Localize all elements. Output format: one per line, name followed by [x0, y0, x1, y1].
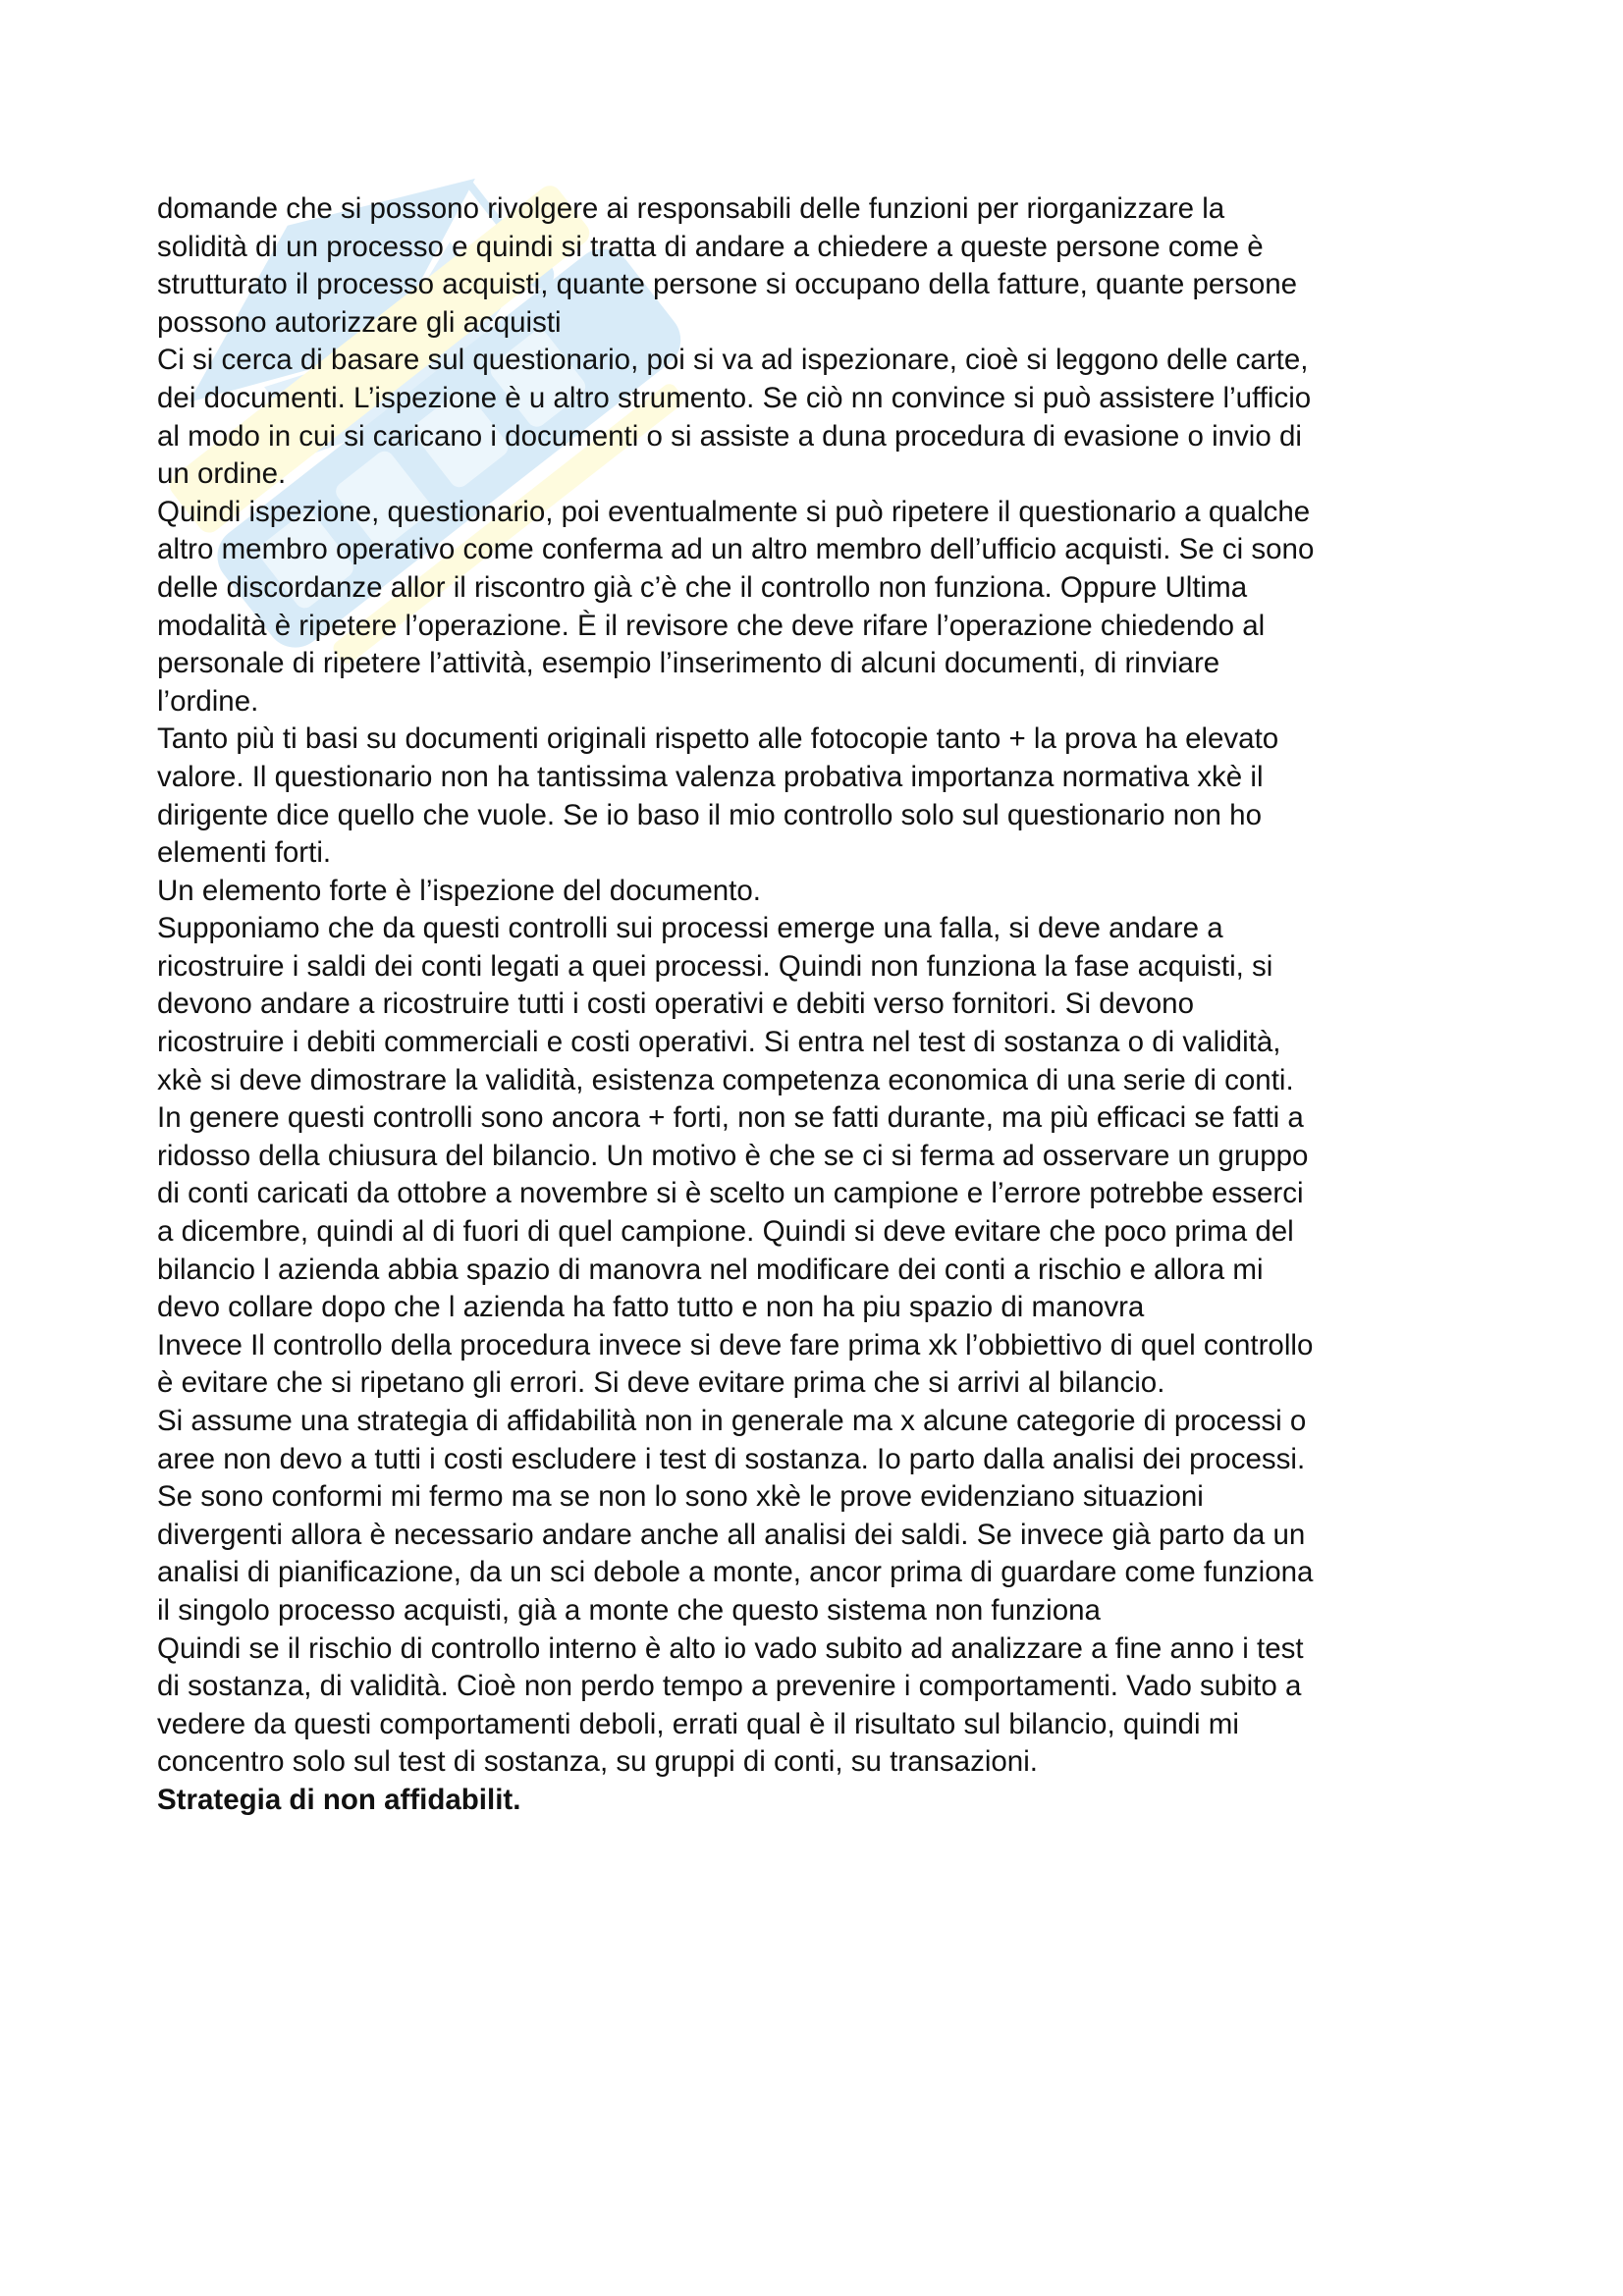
- paragraph: Ci si cerca di basare sul questionario, poi si va ad ispezionare, cioè si leggono delle carte, dei documenti. L’ispezione è u altro strumento. Se ciò nn convince si può assistere l’ufficio al modo in cui si caricano i documenti o si assiste a duna procedura di evasione o invio di un ordine.: [157, 344, 1312, 491]
- section-heading: Strategia di non affidabilit.: [157, 1783, 521, 1816]
- paragraph: domande che si possono rivolgere ai responsabili delle funzioni per riorganizzare la solidità di un processo e quindi si tratta di andare a chiedere a queste persone come è strutturato il processo acquisti, quante persone si occupano della fatture, quante persone possono autorizzare gli acquisti: [157, 192, 1298, 339]
- paragraph: In genere questi controlli sono ancora + forti, non se fatti durante, ma più efficaci se fatti a ridosso della chiusura del bilancio. Un motivo è che se ci si ferma ad osservare un gruppo di conti caricati da ottobre a novembre si è scelto un campione e l’errore potrebbe esserci a dicembre, quindi al di fuori di quel campione. Quindi si deve evitare che poco prima del bilancio l azienda abbia spazio di manovra nel modificare dei conti a rischio e allora mi devo collare dopo che l azienda ha fatto tutto e non ha piu spazio di manovra: [157, 1101, 1309, 1324]
- paragraph: Invece Il controllo della procedura invece si deve fare prima xk l’obbiettivo di quel controllo è evitare che si ripetano gli errori. Si deve evitare prima che si arrivi al bilancio.: [157, 1328, 1314, 1400]
- document-body: [157, 190, 1478, 1820]
- paragraph: Quindi se il rischio di controllo interno è alto io vado subito ad analizzare a fine anno i test di sostanza, di validità. Cioè non perdo tempo a prevenire i comportamenti. Vado subito a vedere da questi comportamenti deboli, errati qual è il risultato sul bilancio, quindi mi concentro solo sul test di sostanza, su gruppi di conti, su transazioni.: [157, 1631, 1304, 1779]
- paragraph: Supponiamo che da questi controlli sui processi emerge una falla, si deve andare a ricostruire i saldi dei conti legati a quei processi. Quindi non funziona la fase acquisti, si devono andare a ricostruire tutti i costi operativi e debiti verso fornitori. Si devono ricostruire i debiti commerciali e costi operativi. Si entra nel test di sostanza o di validità, xkè si deve dimostrare la validità, esistenza competenza economica di una serie di conti.: [157, 912, 1294, 1096]
- paragraph: Un elemento forte è l’ispezione del documento.: [157, 874, 761, 907]
- paragraph: Si assume una strategia di affidabilità non in generale ma x alcune categorie di processi o aree non devo a tutti i costi escludere i test di sostanza. Io parto dalla analisi dei processi. Se sono conformi mi fermo ma se non lo sono xkè le prove evidenziano situazioni divergenti allora è necessario andare anche all analisi dei saldi. Se invece già parto da un analisi di pianificazione, da un sci debole a monte, ancor prima di guardare come funziona il singolo processo acquisti, già a monte che questo sistema non funziona: [157, 1405, 1314, 1627]
- paragraph: Tanto più ti basi su documenti originali rispetto alle fotocopie tanto + la prova ha elevato valore. Il questionario non ha tantissima valenza probativa importanza normativa xkè il dirigente dice quello che vuole. Se io baso il mio controllo solo sul questionario non ho elementi forti.: [157, 722, 1279, 870]
- paragraph: Quindi ispezione, questionario, poi eventualmente si può ripetere il questionario a qualche altro membro operativo come conferma ad un altro membro dell’ufficio acquisti. Se ci sono delle discordanze allor il riscontro già c’è che il controllo non funziona. Oppure Ultima modalità è ripetere l’operazione. È il revisore che deve rifare l’operazione chiedendo al personale di ripetere l’attività, esempio l’inserimento di alcuni documenti, di rinviare l’ordine.: [157, 495, 1315, 718]
